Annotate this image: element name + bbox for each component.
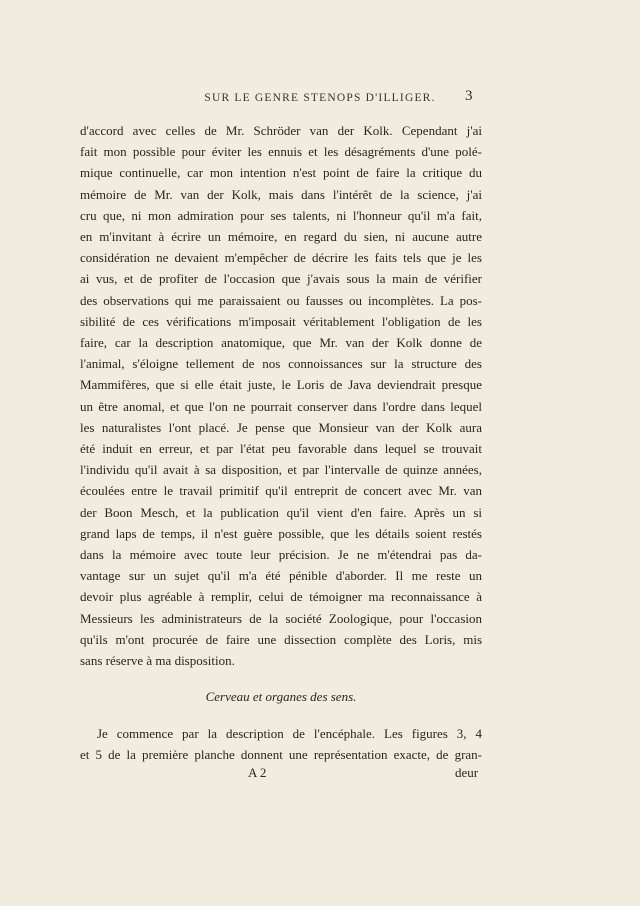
text-line: Messieurs les administrateurs de la société Zoologique, pour l'occasion	[80, 610, 482, 626]
paragraph-2	[80, 723, 482, 765]
text-line: sibilité de ces vérifications m'imposait véritablement l'obligation de les	[80, 313, 482, 329]
signature-mark: A 2	[248, 765, 267, 780]
text-line: un être anomal, et que l'on ne pourrait conserver dans l'ordre dans lequel	[80, 398, 482, 414]
text-line: faire, car la description anatomique, que Mr. van der Kolk donne de	[80, 335, 482, 351]
text-line: d'accord avec celles de Mr. Schröder van der Kolk. Cependant j'ai	[80, 123, 482, 138]
running-title: SUR LE GENRE STENOPS D'ILLIGER.	[204, 92, 436, 104]
text-line: fait mon possible pour éviter les ennuis et les désagréments d'une polé-	[80, 144, 482, 160]
text-line: mique continuelle, car mon intention n'est point de faire la critique du	[80, 165, 482, 181]
text-line: vantage sur un sujet qu'il m'a été pénible d'aborder. Il me reste un	[80, 568, 482, 584]
text-line: l'individu qu'il avait à sa disposition, et par l'intervalle de quinze années,	[80, 462, 482, 478]
text-line: Je commence par la description de l'encéphale. Les figures 3, 4	[97, 726, 482, 742]
section-heading: Cerveau et organes des sens.	[205, 689, 357, 705]
text-line: ai vus, et de profiter de l'occasion que j'avais sous la main de vérifier	[80, 271, 482, 287]
text-line: l'animal, s'éloigne tellement de nos connoissances sur la structure des	[80, 356, 482, 372]
text-line: été induit en erreur, et par l'état peu favorable dans lequel se trouvait	[80, 441, 482, 457]
catchword: deur	[455, 765, 479, 780]
text-line: Mammifères, que si elle était juste, le Loris de Java deviendrait presque	[80, 377, 482, 393]
body-text	[80, 120, 482, 766]
text-line: et 5 de la première planche donnent une représentation exacte, de gran-	[80, 747, 482, 763]
text-line: écoulées entre le travail primitif qu'il entreprit de concert avec Mr. van	[80, 483, 482, 499]
text-line: en m'invitant à écrire un mémoire, en regard du sien, ni aucune autre	[80, 229, 482, 245]
text-line: mémoire de Mr. van der Kolk, mais dans l'intérêt de la science, j'ai	[80, 186, 482, 202]
text-line: grand laps de temps, il n'est guère possible, que les détails soient restés	[80, 525, 482, 541]
text-line: des observations qui me paraissaient ou fausses ou incomplètes. La pos-	[80, 292, 482, 308]
text-line: dans la mémoire avec toute leur précision. Je ne m'étendrai pas da-	[80, 547, 482, 563]
text-line: devoir plus agréable à remplir, celui de témoigner ma reconnaissance à	[80, 589, 482, 605]
text-line: qu'ils m'ont procurée de faire une dissection complète des Loris, mis	[80, 631, 482, 647]
text-line: der Boon Mesch, et la publication qu'il vient d'en faire. Après un si	[80, 504, 482, 520]
text-line: cru que, ni mon admiration pour ses talents, ni l'honneur qu'il m'a fait,	[80, 207, 482, 223]
page-number: 3	[465, 88, 473, 104]
paragraph-1	[80, 120, 482, 671]
text-line: les naturalistes l'ont placé. Je pense que Monsieur van der Kolk aura	[80, 419, 482, 435]
text-line: considération ne devaient m'empêcher de décrire les faits tels que je les	[80, 250, 482, 266]
text-line: sans réserve à ma disposition.	[80, 653, 235, 669]
